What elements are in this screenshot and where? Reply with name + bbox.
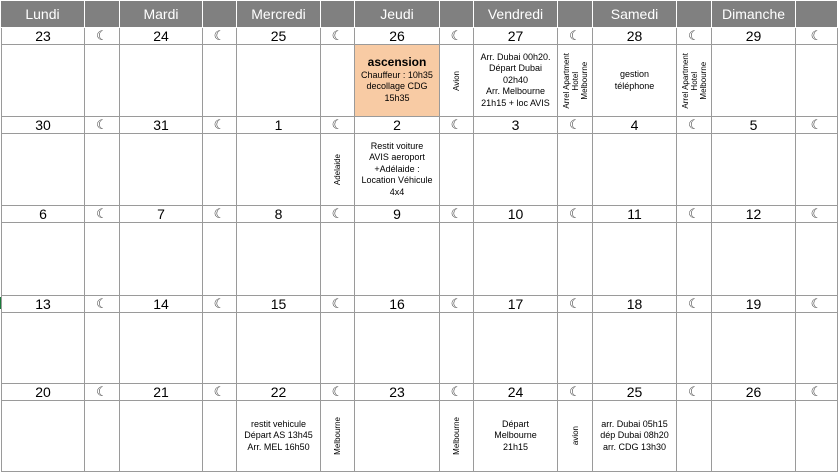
date-number: 14	[153, 296, 169, 312]
date-cell[interactable]	[120, 296, 203, 313]
day-side-cell[interactable]	[677, 313, 712, 384]
date-cell[interactable]	[712, 206, 796, 223]
day-body-cell[interactable]	[1, 401, 85, 472]
day-side-cell[interactable]	[440, 223, 474, 296]
event-note	[480, 52, 550, 110]
date-number: 28	[626, 28, 643, 44]
day-body-cell[interactable]	[474, 223, 558, 296]
event-line: téléphone	[614, 80, 655, 91]
date-cell[interactable]	[1, 206, 85, 223]
date-cell[interactable]	[474, 384, 558, 401]
date-number: 19	[745, 296, 762, 312]
vertical-location-label: Arrel Apartment Hotel Melbourne	[561, 52, 589, 109]
vertical-location-label: Avion	[452, 70, 461, 91]
date-cell[interactable]	[120, 117, 203, 134]
day-body-cell[interactable]	[474, 45, 558, 117]
date-number: 9	[393, 206, 401, 222]
day-header-label: Dimanche	[721, 6, 786, 22]
day-body-cell[interactable]	[120, 45, 203, 117]
moon-phase-icon: ☾	[85, 28, 120, 45]
day-side-cell[interactable]	[796, 134, 838, 206]
day-side-cell[interactable]	[440, 45, 474, 117]
moon-phase-icon: ☾	[796, 28, 838, 45]
date-number: 13	[35, 296, 51, 312]
moon-phase-icon: ☾	[440, 206, 474, 223]
date-number: 21	[153, 384, 169, 400]
day-body-cell[interactable]	[474, 313, 558, 384]
date-cell[interactable]	[237, 117, 321, 134]
moon-phase-icon: ☾	[558, 296, 593, 313]
date-cell[interactable]	[355, 384, 440, 401]
day-side-cell[interactable]	[677, 401, 712, 472]
moon-phase-icon: ☾	[85, 384, 120, 401]
day-side-cell[interactable]	[203, 134, 237, 206]
event-line: Arr. Melbourne	[485, 86, 545, 97]
moon-phase-icon: ☾	[558, 117, 593, 134]
moon-phase-icon: ☾	[203, 384, 237, 401]
date-number: 22	[270, 384, 287, 400]
day-body-cell[interactable]	[237, 45, 321, 117]
day-header-side	[203, 1, 237, 27]
date-number: 7	[157, 206, 165, 222]
day-body-cell[interactable]	[237, 223, 321, 296]
moon-phase-icon: ☾	[321, 296, 355, 313]
date-cell[interactable]	[355, 28, 440, 45]
day-side-cell[interactable]	[796, 45, 838, 117]
day-header-jeudi	[355, 1, 440, 27]
day-side-cell[interactable]	[677, 45, 712, 117]
date-cell[interactable]	[593, 384, 677, 401]
event-note	[615, 69, 655, 92]
day-body-cell[interactable]	[120, 313, 203, 384]
day-body-cell[interactable]	[120, 223, 203, 296]
day-body-cell[interactable]	[712, 45, 796, 117]
date-cell[interactable]	[593, 296, 677, 313]
day-side-cell[interactable]	[558, 313, 593, 384]
day-header-label: Mardi	[143, 6, 179, 22]
moon-phase-icon: ☾	[203, 117, 237, 134]
event-line: Restit voiture	[370, 140, 424, 151]
day-body-cell[interactable]	[237, 134, 321, 206]
event-line: Départ	[501, 418, 529, 429]
day-body-cell[interactable]	[593, 45, 677, 117]
moon-phase-icon: ☾	[558, 206, 593, 223]
day-header-side	[558, 1, 593, 27]
moon-phase-icon: ☾	[558, 28, 593, 45]
moon-phase-icon: ☾	[796, 117, 838, 134]
date-cell[interactable]	[120, 206, 203, 223]
date-number: 6	[39, 206, 47, 222]
date-number: 12	[745, 206, 762, 222]
date-cell[interactable]	[593, 206, 677, 223]
moon-phase-icon: ☾	[321, 384, 355, 401]
date-number: 4	[630, 117, 639, 133]
date-cell[interactable]	[237, 296, 321, 313]
moon-phase-icon: ☾	[558, 384, 593, 401]
event-line: Arr. Dubai 00h20.	[480, 51, 551, 62]
moon-phase-icon: ☾	[796, 384, 838, 401]
vertical-location-label: Arrel Apartment Hotel Melbourne	[680, 52, 708, 109]
moon-phase-icon: ☾	[321, 117, 355, 134]
day-side-cell[interactable]	[85, 223, 120, 296]
date-number: 25	[270, 28, 287, 44]
day-body-cell[interactable]	[474, 401, 558, 472]
event-note	[600, 419, 669, 454]
date-cell[interactable]	[1, 28, 85, 45]
day-body-cell[interactable]	[712, 401, 796, 472]
moon-phase-icon: ☾	[440, 384, 474, 401]
event-line: decollage CDG	[366, 81, 428, 91]
day-header-label: Lundi	[25, 6, 60, 22]
date-number: 23	[35, 28, 51, 44]
event-note	[494, 419, 537, 454]
day-side-cell[interactable]	[321, 313, 355, 384]
day-side-cell[interactable]	[203, 223, 237, 296]
day-side-cell[interactable]	[796, 313, 838, 384]
moon-phase-icon: ☾	[677, 28, 712, 45]
day-side-cell[interactable]	[558, 134, 593, 206]
moon-phase-icon: ☾	[85, 296, 120, 313]
day-side-cell[interactable]	[677, 134, 712, 206]
day-body-cell[interactable]	[1, 223, 85, 296]
day-side-cell[interactable]	[203, 401, 237, 472]
day-body-cell[interactable]	[593, 401, 677, 472]
date-number: 11	[627, 206, 642, 222]
event-line: Melbourne	[494, 430, 537, 441]
date-cell[interactable]	[593, 28, 677, 45]
day-header-lundi	[1, 1, 85, 27]
date-cell[interactable]	[355, 206, 440, 223]
date-number: 1	[274, 117, 283, 133]
day-body-cell[interactable]	[120, 401, 203, 472]
moon-phase-icon: ☾	[677, 206, 712, 223]
day-side-cell[interactable]	[677, 223, 712, 296]
day-side-cell[interactable]	[203, 45, 237, 117]
date-cell[interactable]	[474, 296, 558, 313]
day-header-side	[796, 1, 838, 27]
day-side-cell[interactable]	[558, 223, 593, 296]
moon-phase-icon: ☾	[440, 296, 474, 313]
day-header-side	[677, 1, 712, 27]
day-side-cell[interactable]	[85, 313, 120, 384]
day-header-label: Samedi	[610, 6, 659, 22]
date-number: 16	[389, 296, 405, 312]
event-line: gestion	[619, 69, 649, 79]
date-cell[interactable]	[355, 117, 440, 134]
day-side-cell[interactable]	[321, 134, 355, 206]
day-header-vendredi	[474, 1, 558, 27]
event-line: AVIS aeroport	[369, 152, 425, 163]
day-body-cell[interactable]	[1, 134, 85, 206]
event-line: Chauffeur : 10h35	[361, 69, 433, 80]
day-header-mercredi	[237, 1, 321, 27]
day-header-label: Mercredi	[251, 6, 306, 22]
moon-phase-icon: ☾	[85, 206, 120, 223]
moon-phase-icon: ☾	[440, 117, 474, 134]
event-line: arr. CDG 13h30	[602, 441, 667, 452]
day-body-cell[interactable]	[593, 223, 677, 296]
event-line: 21h15 + loc AVIS	[481, 97, 550, 108]
moon-phase-icon: ☾	[85, 117, 120, 134]
date-number: 24	[507, 384, 524, 400]
day-side-cell[interactable]	[85, 45, 120, 117]
moon-phase-icon: ☾	[203, 28, 237, 45]
moon-phase-icon: ☾	[677, 384, 712, 401]
day-body-cell[interactable]	[1, 313, 85, 384]
event-line: Location Véhicule	[361, 175, 433, 186]
date-number: 10	[507, 206, 524, 222]
vertical-location-label: Melbourne	[452, 417, 461, 455]
day-body-cell[interactable]	[593, 134, 677, 206]
date-cell[interactable]	[712, 384, 796, 401]
day-body-cell[interactable]	[355, 223, 440, 296]
day-body-cell[interactable]	[355, 401, 440, 472]
date-cell[interactable]	[1, 384, 85, 401]
day-body-cell[interactable]	[712, 223, 796, 296]
day-body-cell[interactable]	[237, 401, 321, 472]
day-side-cell[interactable]	[321, 45, 355, 117]
day-side-cell[interactable]	[796, 401, 838, 472]
date-cell[interactable]	[237, 206, 321, 223]
date-number: 27	[507, 28, 524, 44]
date-number: 15	[270, 296, 287, 312]
date-number: 26	[389, 28, 405, 44]
day-body-cell[interactable]	[237, 313, 321, 384]
day-side-cell[interactable]	[796, 223, 838, 296]
day-header-side	[440, 1, 474, 27]
event-line: arr. Dubai 05h15	[601, 418, 668, 429]
moon-phase-icon: ☾	[796, 296, 838, 313]
date-cell[interactable]	[712, 296, 796, 313]
day-side-cell[interactable]	[440, 401, 474, 472]
day-side-cell[interactable]	[321, 223, 355, 296]
day-body-cell[interactable]	[355, 313, 440, 384]
day-side-cell[interactable]	[558, 45, 593, 117]
date-cell[interactable]	[474, 28, 558, 45]
event-line: Départ Dubai	[488, 63, 542, 74]
vertical-location-label: Melbourne	[333, 417, 342, 455]
day-side-cell[interactable]	[558, 401, 593, 472]
date-cell[interactable]	[474, 206, 558, 223]
moon-phase-icon: ☾	[321, 28, 355, 45]
date-cell[interactable]	[237, 28, 321, 45]
vertical-location-label: Adelaide	[333, 153, 342, 186]
day-side-cell[interactable]	[321, 401, 355, 472]
date-number: 3	[511, 117, 520, 133]
day-header-mardi	[120, 1, 203, 27]
date-cell[interactable]	[712, 28, 796, 45]
event-title: ascension	[367, 55, 427, 69]
vertical-location-label: avion	[570, 426, 580, 446]
day-body-cell[interactable]	[120, 134, 203, 206]
date-number: 18	[626, 296, 643, 312]
moon-phase-icon: ☾	[203, 206, 237, 223]
date-number: 2	[393, 117, 401, 133]
date-cell[interactable]	[1, 296, 85, 313]
day-header-dimanche	[712, 1, 796, 27]
date-number: 26	[745, 384, 762, 400]
day-header-side	[85, 1, 120, 27]
day-body-cell[interactable]	[474, 134, 558, 206]
event-line: restit vehicule	[250, 418, 307, 429]
day-body-cell[interactable]	[355, 134, 440, 206]
event-note	[244, 419, 313, 454]
moon-phase-icon: ☾	[321, 206, 355, 223]
day-side-cell[interactable]	[440, 313, 474, 384]
day-body-cell[interactable]	[712, 313, 796, 384]
day-side-cell[interactable]	[440, 134, 474, 206]
event-note	[361, 141, 432, 199]
event-note	[361, 57, 433, 104]
date-number: 31	[153, 117, 169, 133]
event-line: Arr. MEL 16h50	[247, 441, 310, 452]
date-cell[interactable]	[355, 296, 440, 313]
event-line: +Adélaide :	[374, 163, 420, 174]
moon-phase-icon: ☾	[677, 296, 712, 313]
date-number: 24	[153, 28, 169, 44]
date-number: 29	[745, 28, 762, 44]
event-line: dép Dubai 08h20	[600, 430, 669, 441]
date-cell[interactable]	[474, 117, 558, 134]
moon-phase-icon: ☾	[440, 28, 474, 45]
date-cell[interactable]	[712, 117, 796, 134]
day-header-label: Vendredi	[487, 6, 544, 22]
date-cell[interactable]	[593, 117, 677, 134]
day-side-cell[interactable]	[203, 313, 237, 384]
day-side-cell[interactable]	[85, 401, 120, 472]
event-line: 15h35	[384, 92, 410, 103]
event-line: Départ AS 13h45	[244, 430, 313, 441]
date-cell[interactable]	[237, 384, 321, 401]
event-line: 02h40	[502, 74, 528, 85]
day-body-cell[interactable]	[593, 313, 677, 384]
day-body-cell[interactable]	[1, 45, 85, 117]
day-body-cell[interactable]	[712, 134, 796, 206]
day-body-cell[interactable]	[355, 45, 440, 117]
moon-phase-icon: ☾	[677, 117, 712, 134]
moon-phase-icon: ☾	[203, 296, 237, 313]
day-header-label: Jeudi	[380, 6, 414, 22]
event-line: 4x4	[389, 186, 405, 197]
date-number: 25	[626, 384, 643, 400]
date-number: 17	[507, 296, 524, 312]
day-header-side	[321, 1, 355, 27]
date-number: 5	[749, 117, 758, 133]
date-cell[interactable]	[120, 28, 203, 45]
date-number: 8	[274, 206, 283, 222]
date-cell[interactable]	[1, 117, 85, 134]
date-cell[interactable]	[120, 384, 203, 401]
day-side-cell[interactable]	[85, 134, 120, 206]
event-line: 21h15	[502, 441, 529, 452]
date-number: 30	[35, 117, 51, 133]
date-number: 20	[35, 384, 51, 400]
date-number: 23	[389, 384, 405, 400]
day-header-samedi	[593, 1, 677, 27]
moon-phase-icon: ☾	[796, 206, 838, 223]
